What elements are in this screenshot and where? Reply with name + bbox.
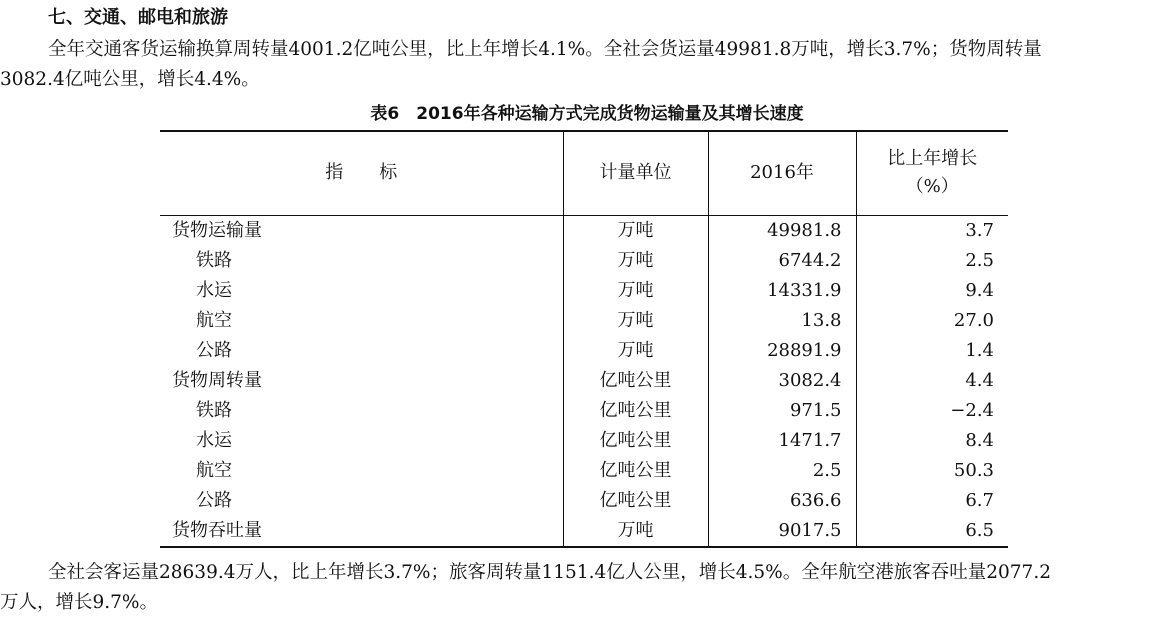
table-header-row <box>160 131 1008 215</box>
row-growth: −2.4 <box>856 396 1008 426</box>
row-unit: 万吨 <box>563 215 708 246</box>
header-growth <box>856 131 1008 215</box>
row-indicator: 铁路 <box>196 399 232 421</box>
row-unit: 万吨 <box>563 246 708 276</box>
table-caption: 表6 2016年各种运输方式完成货物运输量及其增长速度 <box>370 104 804 124</box>
table-row <box>160 276 1008 306</box>
row-value: 9017.5 <box>708 516 856 547</box>
row-unit: 亿吨公里 <box>563 396 708 426</box>
row-growth: 8.4 <box>856 426 1008 456</box>
row-indicator: 航空 <box>196 309 232 331</box>
row-indicator: 货物运输量 <box>172 219 262 241</box>
row-value: 1471.7 <box>708 426 856 456</box>
row-value: 13.8 <box>708 306 856 336</box>
header-growth-line-2: （%） <box>905 176 959 198</box>
row-growth: 1.4 <box>856 336 1008 366</box>
row-growth: 6.7 <box>856 486 1008 516</box>
row-unit: 亿吨公里 <box>563 456 708 486</box>
table-row <box>160 486 1008 516</box>
row-unit: 万吨 <box>563 276 708 306</box>
row-value: 6744.2 <box>708 246 856 276</box>
header-year: 2016年 <box>708 131 856 215</box>
passenger-paragraph-line-2: 万人，增长9.7%。 <box>0 592 159 613</box>
row-unit: 亿吨公里 <box>563 366 708 396</box>
table-row <box>160 516 1008 547</box>
row-indicator: 货物周转量 <box>172 369 262 391</box>
row-unit: 万吨 <box>563 336 708 366</box>
row-value: 14331.9 <box>708 276 856 306</box>
row-growth: 6.5 <box>856 516 1008 547</box>
row-value: 971.5 <box>708 396 856 426</box>
row-indicator: 铁路 <box>196 249 232 271</box>
table-row <box>160 215 1008 246</box>
table-row <box>160 456 1008 486</box>
row-indicator: 货物吞吐量 <box>160 516 563 547</box>
row-value: 28891.9 <box>708 336 856 366</box>
freight-table <box>160 130 1008 548</box>
row-unit: 万吨 <box>563 516 708 547</box>
row-value: 3082.4 <box>708 366 856 396</box>
row-value: 2.5 <box>708 456 856 486</box>
row-unit: 亿吨公里 <box>563 486 708 516</box>
table-row <box>160 396 1008 426</box>
intro-paragraph-line-1: 全年交通客货运输换算周转量4001.2亿吨公里，比上年增长4.1%。全社会货运量49981.8万吨，增长3.7%；货物周转量 <box>48 39 1042 60</box>
intro-paragraph-line-2: 3082.4亿吨公里，增长4.4%。 <box>0 69 260 90</box>
table-row <box>160 306 1008 336</box>
row-indicator: 水运 <box>196 429 232 451</box>
row-growth: 2.5 <box>856 246 1008 276</box>
row-growth: 50.3 <box>856 456 1008 486</box>
row-growth: 9.4 <box>856 276 1008 306</box>
row-indicator: 航空 <box>196 459 232 481</box>
header-unit: 计量单位 <box>563 131 708 215</box>
table-row <box>160 246 1008 276</box>
row-growth: 27.0 <box>856 306 1008 336</box>
row-value: 49981.8 <box>708 215 856 246</box>
row-indicator: 水运 <box>196 279 232 301</box>
section-title: 七、交通、邮电和旅游 <box>48 7 228 28</box>
row-indicator: 公路 <box>196 489 232 511</box>
row-indicator: 公路 <box>196 339 232 361</box>
table-row <box>160 336 1008 366</box>
passenger-paragraph-line-1: 全社会客运量28639.4万人，比上年增长3.7%；旅客周转量1151.4亿人公里，增长4.5%。全年航空港旅客吞吐量2077.2 <box>48 562 1051 583</box>
row-value: 636.6 <box>708 486 856 516</box>
table-row <box>160 426 1008 456</box>
table-row <box>160 366 1008 396</box>
header-growth-line-1: 比上年增长 <box>887 148 978 170</box>
header-indicator: 指 标 <box>160 131 563 215</box>
row-growth: 3.7 <box>856 215 1008 246</box>
row-growth: 4.4 <box>856 366 1008 396</box>
row-unit: 亿吨公里 <box>563 426 708 456</box>
row-unit: 万吨 <box>563 306 708 336</box>
